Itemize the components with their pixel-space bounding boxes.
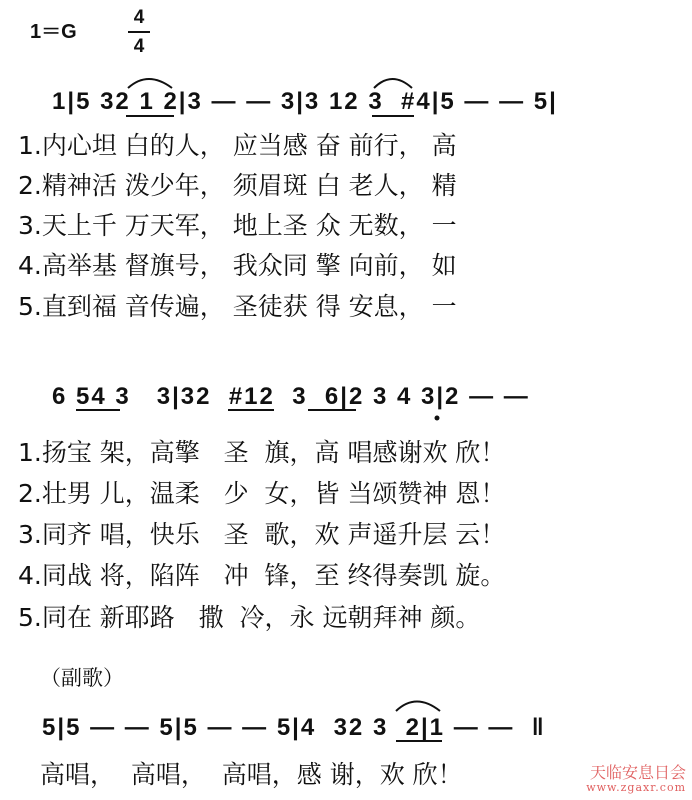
- lyric-line-1-verse-2: 2.精神活 泼少年， 须眉斑 白 老人， 精: [18, 171, 457, 200]
- time-signature-bottom: 4: [133, 36, 145, 57]
- lyric-line-2-verse-3: 3.同齐 唱，快乐 圣 歌，欢 声遥升层 云！: [18, 520, 506, 549]
- lyric-line-2-verse-4: 4.同战 将，陷阵 冲 锋，至 终得奏凯 旋。: [18, 561, 506, 590]
- key-signature: 1＝G: [30, 21, 77, 43]
- watermark-title: 天临安息日会: [589, 763, 686, 783]
- lyric-line-2-verse-5: 5.同在 新耶路 撒 冷，永 远朝拜神 颜。: [18, 603, 481, 632]
- low-octave-dot: [435, 416, 440, 421]
- slur-mark: [396, 702, 440, 712]
- lyric-line-1-verse-5: 5.直到福 音传遍， 圣徒获 得 安息， 一: [18, 292, 457, 321]
- notation-line-chorus: 5|5 — — 5|5 — — 5|4 32 3 2|1 — — ‖: [42, 714, 546, 741]
- lyric-line-chorus: 高唱， 高唱， 高唱，感 谢，欢 欣！: [40, 760, 463, 789]
- lyric-line-1-verse-1: 1.内心坦 白的人， 应当感 奋 前行， 高: [18, 131, 457, 160]
- watermark: [586, 764, 686, 794]
- notation-line-2: 6 54 3 3|32 #12 3 6|2 3 4 3|2 — —: [52, 383, 530, 410]
- chorus-label: （副歌）: [40, 666, 124, 690]
- lyric-line-2-verse-1: 1.扬宝 架，高擎 圣 旗，高 唱感谢欢 欣！: [18, 438, 506, 467]
- lyric-line-1-verse-4: 4.高举基 督旗号， 我众同 擎 向前， 如: [18, 251, 457, 280]
- time-signature-top: 4: [133, 7, 145, 28]
- notation-line-1: 1|5 32 1 2|3 — — 3|3 12 3 #4|5 — — 5|: [52, 88, 558, 115]
- slur-mark: [128, 79, 172, 88]
- watermark-url: www.zgaxr.com: [586, 780, 686, 794]
- lyric-line-1-verse-3: 3.天上千 万天军， 地上圣 众 无数， 一: [18, 211, 457, 240]
- lyric-line-2-verse-2: 2.壮男 儿，温柔 少 女，皆 当颂赞神 恩！: [18, 479, 506, 508]
- slur-mark: [374, 79, 412, 88]
